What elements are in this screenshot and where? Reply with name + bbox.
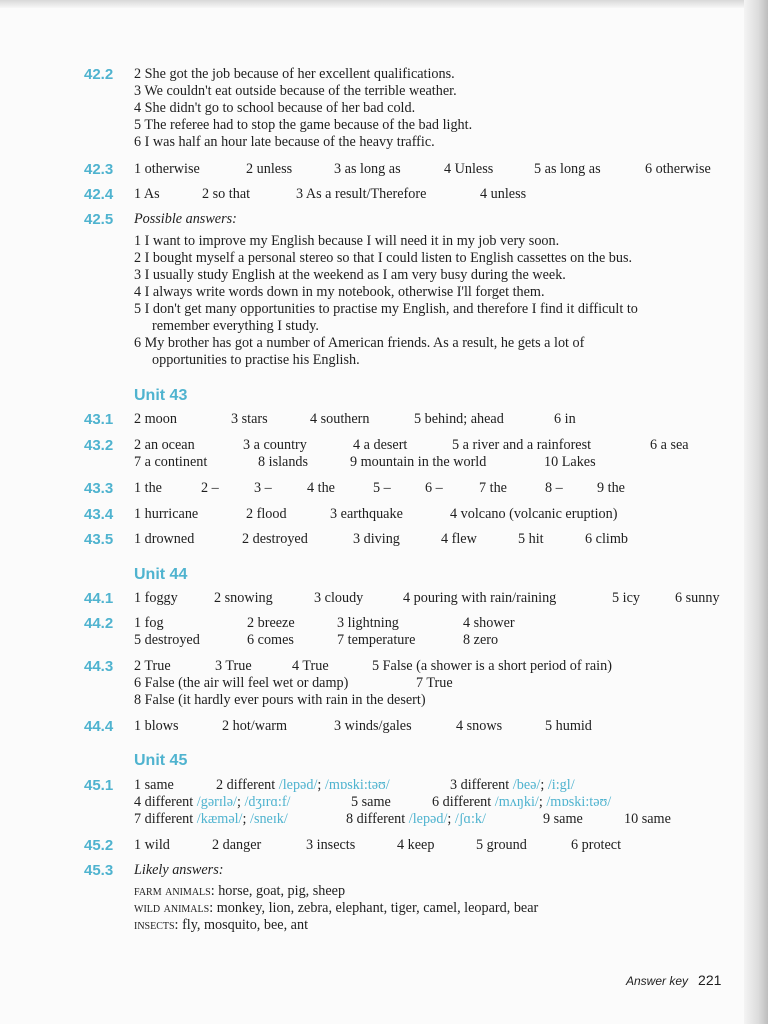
answer-item: 1 drowned (134, 531, 195, 547)
answer-item: 2 so that (202, 186, 251, 202)
answer-item: 6 different /mʌŋki/; /mɒski:təʊ/ (432, 794, 612, 810)
exercise-number: 43.1 (84, 411, 114, 428)
phonetic: /gərɪlə/ (196, 794, 237, 810)
answer-item: 6 False (the air will feel wet or damp) (134, 675, 349, 691)
answer-item: 7 the (479, 480, 507, 496)
answer-line: 4 She didn't go to school because of her bad cold. (134, 100, 416, 116)
answer-item: 6 protect (571, 837, 622, 853)
page-top-edge (0, 0, 768, 8)
answer-item: 6 otherwise (645, 161, 711, 177)
answer-item: 4 the (307, 480, 335, 496)
answer-item: 1 hurricane (134, 506, 199, 522)
answer-item: 7 temperature (337, 632, 416, 648)
exercise-number: 44.4 (84, 718, 114, 735)
exercise-number: 45.3 (84, 862, 114, 879)
answer-item: 6 in (554, 411, 576, 427)
answer-item: 4 unless (480, 186, 527, 202)
answer-item: 7 True (416, 675, 453, 691)
answer-43-2 (0, 437, 744, 471)
answer-item: 3 As a result/Therefore (296, 186, 427, 202)
answer-line: 6 My brother has got a number of American friends. As a result, he gets a lot of (134, 335, 585, 351)
answer-item: 1 fog (134, 615, 164, 631)
answer-line: 5 The referee had to stop the game because of the bad light. (134, 117, 473, 133)
exercise-number: 44.1 (84, 590, 114, 607)
answer-item: 8 islands (258, 454, 309, 470)
answer-item: 4 keep (397, 837, 435, 853)
answer-item: 2 moon (134, 411, 177, 427)
phonetic: /lepəd/ (408, 811, 448, 827)
answer-43-5 (0, 531, 744, 548)
answer-item: 2 unless (246, 161, 293, 177)
answer-item: 8 False (it hardly ever pours with rain in the desert) (134, 692, 426, 708)
answer-item: 5 a river and a rainforest (452, 437, 592, 453)
phonetic: /i:gl/ (547, 777, 575, 793)
answer-item: 10 Lakes (544, 454, 596, 470)
answer-item: 3 cloudy (314, 590, 364, 606)
answer-item: 2 hot/warm (222, 718, 288, 734)
answer-item: 5 destroyed (134, 632, 200, 648)
answer-line: 2 I bought myself a personal stereo so that I could listen to English cassettes on the bus. (134, 250, 633, 266)
answer-item: 10 same (624, 811, 671, 827)
answer-43-3 (0, 480, 744, 497)
answer-item: 5 False (a shower is a short period of rain) (372, 658, 612, 674)
page-number: 221 (698, 972, 722, 988)
answer-item: 6 climb (585, 531, 628, 547)
answer-item: 2 snowing (214, 590, 273, 606)
answer-item: 4 southern (310, 411, 370, 427)
answer-item: 4 snows (456, 718, 503, 734)
answer-45-2 (0, 837, 744, 854)
section-heading: Possible answers: (134, 211, 237, 227)
answer-item: 3 winds/gales (334, 718, 412, 734)
answer-item: 8 different /lepəd/; /ʃɑ:k/ (346, 811, 486, 827)
answer-item: 5 same (351, 794, 391, 810)
exercise-number: 43.5 (84, 531, 114, 548)
page-binding-edge (744, 0, 768, 1024)
answer-line: wild animals: monkey, lion, zebra, elephant, tiger, camel, leopard, bear (134, 900, 539, 916)
answer-item: 6 a sea (650, 437, 689, 453)
answer-item: 4 a desert (353, 437, 408, 453)
answer-item: 9 the (597, 480, 625, 496)
answer-item: 4 different /gərɪlə/; /dʒɪrɑ:f/ (134, 794, 291, 810)
answer-line: insects: fly, mosquito, bee, ant (134, 917, 309, 933)
answer-item: 1 foggy (134, 590, 178, 606)
answer-item: 6 – (425, 480, 443, 496)
answer-line: remember everything I study. (152, 318, 319, 334)
answer-item: 2 destroyed (242, 531, 308, 547)
answer-item: 3 True (215, 658, 252, 674)
answer-item: 3 diving (353, 531, 400, 547)
answer-42-5 (0, 211, 744, 369)
answer-line: opportunities to practise his English. (152, 352, 360, 368)
category-label: farm animals: (134, 883, 215, 899)
answer-item: 3 insects (306, 837, 356, 853)
answer-item: 2 different /lepəd/; /mɒski:təʊ/ (216, 777, 390, 793)
category-label: wild animals: (134, 900, 214, 916)
phonetic: /dʒɪrɑ:f/ (244, 794, 291, 810)
page-footer (626, 972, 721, 988)
exercise-number: 42.4 (84, 186, 114, 203)
answer-item: 3 – (254, 480, 272, 496)
phonetic: /sneɪk/ (250, 811, 288, 827)
exercise-number: 43.4 (84, 506, 114, 523)
exercise-number: 43.3 (84, 480, 114, 497)
answer-line: 6 I was half an hour late because of the heavy traffic. (134, 134, 435, 150)
answer-item: 3 earthquake (330, 506, 403, 522)
exercise-number: 42.5 (84, 211, 114, 228)
answer-item: 3 lightning (337, 615, 399, 631)
answer-item: 9 same (543, 811, 583, 827)
answer-item: 4 True (292, 658, 329, 674)
answer-item: 1 same (134, 777, 174, 793)
answer-line: 2 She got the job because of her excellent qualifications. (134, 66, 455, 82)
exercise-number: 42.3 (84, 161, 114, 178)
answer-44-3 (0, 658, 744, 709)
phonetic: /lepəd/ (278, 777, 318, 793)
answer-item: 6 comes (247, 632, 294, 648)
exercise-number: 43.2 (84, 437, 114, 454)
answer-item: 6 sunny (675, 590, 720, 606)
answer-item: 1 the (134, 480, 162, 496)
answer-item: 3 different /beə/; /i:gl/ (450, 777, 575, 793)
answer-42-3 (0, 161, 744, 178)
answer-item: 7 a continent (134, 454, 208, 470)
answer-item: 5 hit (518, 531, 544, 547)
answer-line: 3 I usually study English at the weekend as I am very busy during the week. (134, 267, 566, 283)
answer-item: 2 an ocean (134, 437, 195, 453)
answer-item: 1 As (134, 186, 160, 202)
answer-line: 1 I want to improve my English because I will need it in my job very soon. (134, 233, 560, 249)
unit-heading: Unit 44 (134, 566, 188, 583)
answer-item: 4 Unless (444, 161, 494, 177)
unit-heading: Unit 43 (134, 387, 188, 404)
answer-item: 5 humid (545, 718, 592, 734)
answer-item: 7 different /kæməl/; /sneɪk/ (134, 811, 288, 827)
answer-item: 8 zero (463, 632, 499, 648)
answer-item: 5 icy (612, 590, 640, 606)
exercise-number: 45.1 (84, 777, 114, 794)
answer-item: 2 danger (212, 837, 262, 853)
phonetic: /mʌŋki/ (494, 794, 539, 810)
answer-line: 3 We couldn't eat outside because of the terrible weather. (134, 83, 457, 99)
phonetic: /mɒski:təʊ/ (546, 794, 612, 810)
answer-item: 4 pouring with rain/raining (403, 590, 557, 606)
answer-42-2 (0, 66, 744, 151)
answer-item: 4 shower (463, 615, 515, 631)
answer-item: 1 wild (134, 837, 170, 853)
phonetic: /ʃɑ:k/ (454, 811, 486, 827)
answer-item: 4 flew (441, 531, 477, 547)
footer-label: Answer key (626, 974, 689, 988)
answer-item: 9 mountain in the world (350, 454, 487, 470)
answer-item: 2 breeze (247, 615, 295, 631)
answer-item: 5 behind; ahead (414, 411, 504, 427)
answer-44-4 (0, 718, 744, 735)
answer-item: 3 stars (231, 411, 268, 427)
answer-item: 4 volcano (volcanic eruption) (450, 506, 618, 522)
answer-item: 3 as long as (334, 161, 401, 177)
exercise-number: 42.2 (84, 66, 114, 83)
answer-item: 5 ground (476, 837, 527, 853)
answer-43-4 (0, 506, 744, 523)
phonetic: /kæməl/ (196, 811, 243, 827)
exercise-number: 45.2 (84, 837, 114, 854)
category-label: insects: (134, 917, 179, 933)
answer-item: 5 – (373, 480, 391, 496)
unit-heading: Unit 45 (134, 752, 188, 769)
exercise-number: 44.2 (84, 615, 114, 632)
section-heading: Likely answers: (134, 862, 224, 878)
answer-42-4 (0, 186, 744, 203)
answer-item: 2 – (201, 480, 219, 496)
answer-line: farm animals: horse, goat, pig, sheep (134, 883, 346, 899)
answer-44-2 (0, 615, 744, 649)
answer-line: 5 I don't get many opportunities to practise my English, and therefore I find it difficult to (134, 301, 638, 317)
answer-item: 1 otherwise (134, 161, 200, 177)
answer-item: 3 a country (243, 437, 307, 453)
answer-45-1 (0, 777, 744, 828)
answer-item: 2 flood (246, 506, 287, 522)
phonetic: /mɒski:təʊ/ (324, 777, 390, 793)
answer-45-3 (0, 862, 744, 934)
phonetic: /beə/ (512, 777, 541, 793)
answer-item: 8 – (545, 480, 563, 496)
answer-item: 1 blows (134, 718, 179, 734)
exercise-number: 44.3 (84, 658, 114, 675)
answer-line: 4 I always write words down in my notebook, otherwise I'll forget them. (134, 284, 545, 300)
answer-43-1 (0, 411, 744, 428)
answer-item: 5 as long as (534, 161, 601, 177)
answer-44-1 (0, 590, 744, 607)
answer-item: 2 True (134, 658, 171, 674)
